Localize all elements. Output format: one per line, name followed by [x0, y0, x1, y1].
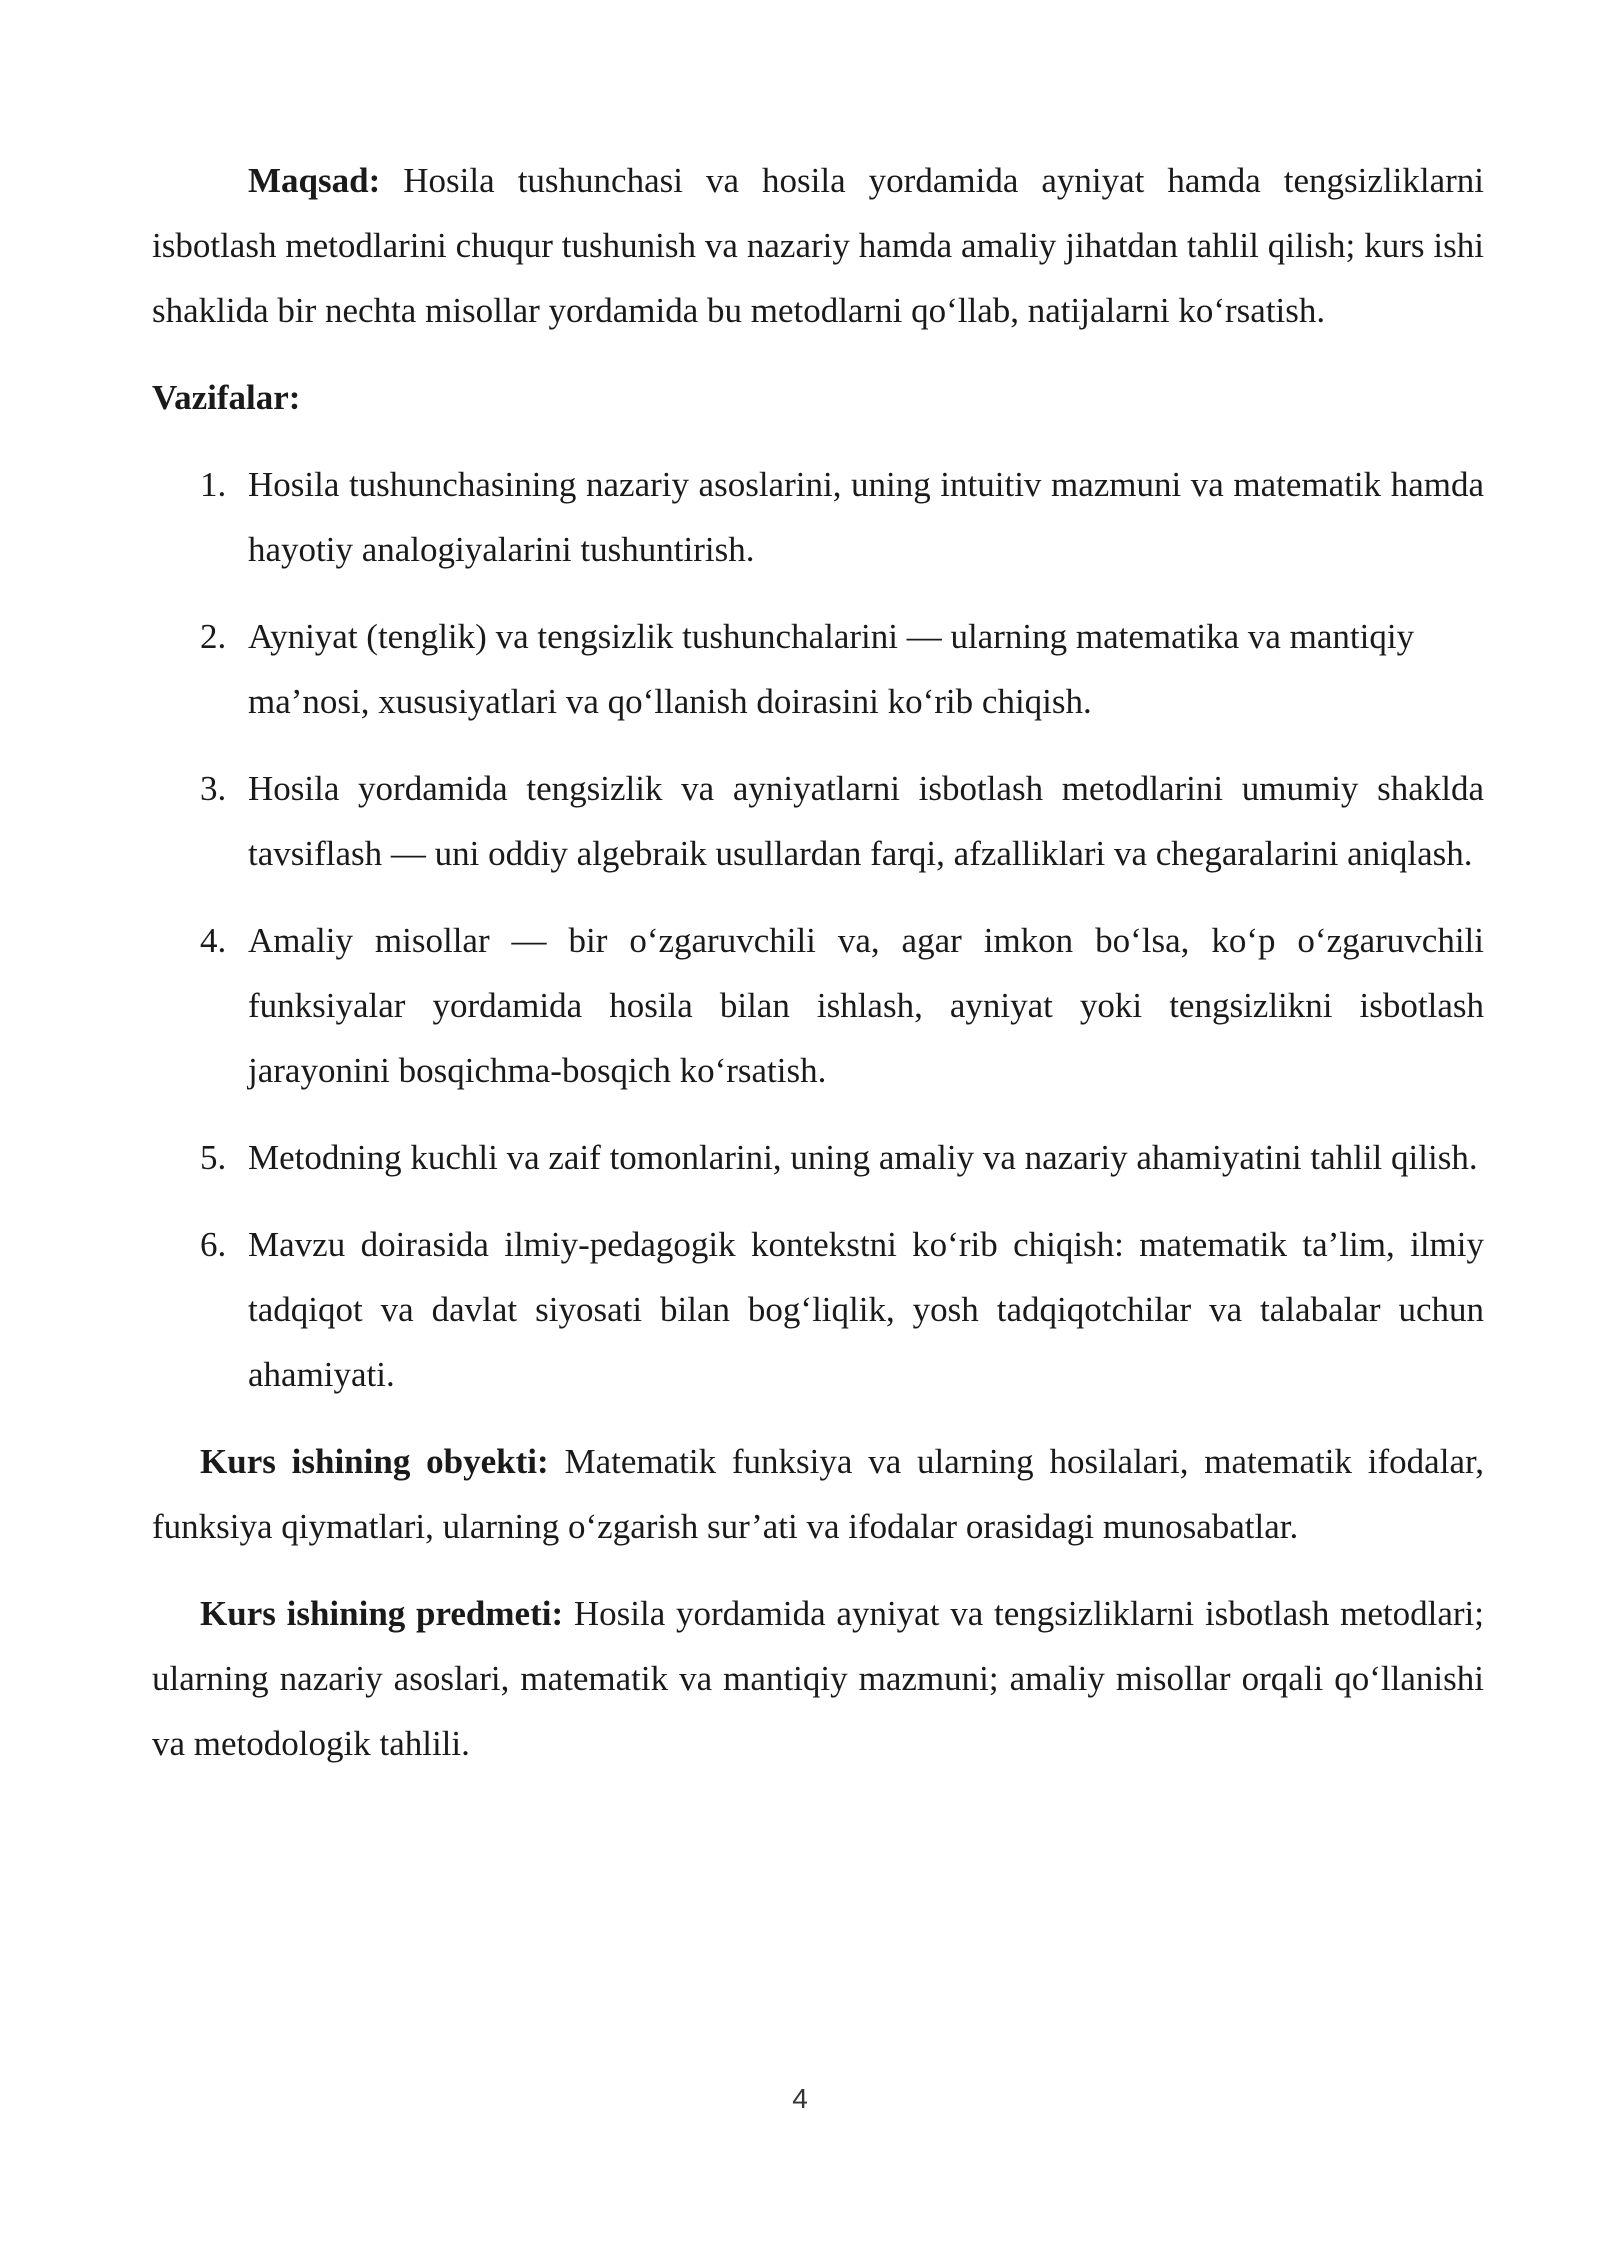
task-text: Hosila tushunchasining nazariy asoslarini, uning intuitiv mazmuni va matematik hamda hayotiy analogiyalarini tushuntirish. — [248, 465, 1484, 569]
task-number: 6. — [200, 1225, 227, 1264]
page-number: 4 — [792, 2083, 808, 2114]
task-item-3 — [152, 756, 1484, 886]
tasks-list — [152, 452, 1484, 1407]
task-number: 3. — [200, 769, 227, 808]
purpose-text: Hosila tushunchasi va hosila yordamida ayniyat hamda tengsizliklarni isbotlash metodlarini chuqur tushunish va nazariy hamda amaliy jihatdan tahlil qilish; kurs ishi shaklida bir nechta misollar yordamida bu metodlarni qo‘llab, natijalarni ko‘rsatish. — [152, 161, 1484, 330]
task-item-1 — [152, 452, 1484, 582]
object-paragraph — [152, 1429, 1484, 1559]
task-number: 5. — [200, 1138, 227, 1177]
object-label: Kurs ishining obyekti: — [200, 1442, 549, 1481]
purpose-label: Maqsad: — [248, 161, 381, 200]
task-item-2 — [152, 604, 1504, 734]
subject-label: Kurs ishining predmeti: — [200, 1594, 564, 1633]
task-text: Hosila yordamida tengsizlik va ayniyatlarni isbotlash metodlarini umumiy shaklda tavsiflash — uni oddiy algebraik usullardan farqi, afzalliklari va chegaralarini aniqlash. — [248, 769, 1484, 873]
task-text: Mavzu doirasida ilmiy-pedagogik kontekstni ko‘rib chiqish: matematik ta’lim, ilmiy tadqiqot va davlat siyosati bilan bog‘liqlik, yosh tadqiqotchilar va talabalar uchun ahamiyati. — [248, 1225, 1484, 1394]
task-number: 4. — [200, 921, 227, 960]
task-item-6 — [152, 1212, 1484, 1407]
document-page — [152, 148, 1484, 1776]
task-number: 1. — [200, 465, 227, 504]
task-item-4 — [152, 908, 1484, 1103]
object-text: Matematik funksiya va ularning hosilalari, matematik ifodalar, funksiya qiymatlari, ularning o‘zgarish sur’ati va ifodalar orasidagi munosabatlar. — [152, 1442, 1484, 1546]
subject-paragraph — [152, 1581, 1484, 1776]
subject-text: Hosila yordamida ayniyat va tengsizliklarni isbotlash metodlari; ularning nazariy asoslari, matematik va mantiqiy mazmuni; amaliy misollar orqali qo‘llanishi va metodologik tahlili. — [152, 1594, 1484, 1763]
purpose-paragraph — [152, 148, 1484, 343]
task-number: 2. — [200, 617, 227, 656]
tasks-heading: Vazifalar: — [152, 378, 301, 417]
task-text: Amaliy misollar — bir o‘zgaruvchili va, agar imkon bo‘lsa, ko‘p o‘zgaruvchili funksiyalar yordamida hosila bilan ishlash, ayniyat yoki tengsizlikni isbotlash jarayonini bosqichma-bosqich ko‘rsatish. — [248, 921, 1484, 1090]
task-text: Metodning kuchli va zaif tomonlarini, uning amaliy va nazariy ahamiyatini tahlil qilish. — [248, 1138, 1478, 1177]
task-item-5 — [152, 1125, 1484, 1190]
task-text: Ayniyat (tenglik) va tengsizlik tushunchalarini — ularning matematika va mantiqiy ma’nosi, xususiyatlari va qo‘llanish doirasini ko‘rib chiqish. — [248, 617, 1415, 721]
